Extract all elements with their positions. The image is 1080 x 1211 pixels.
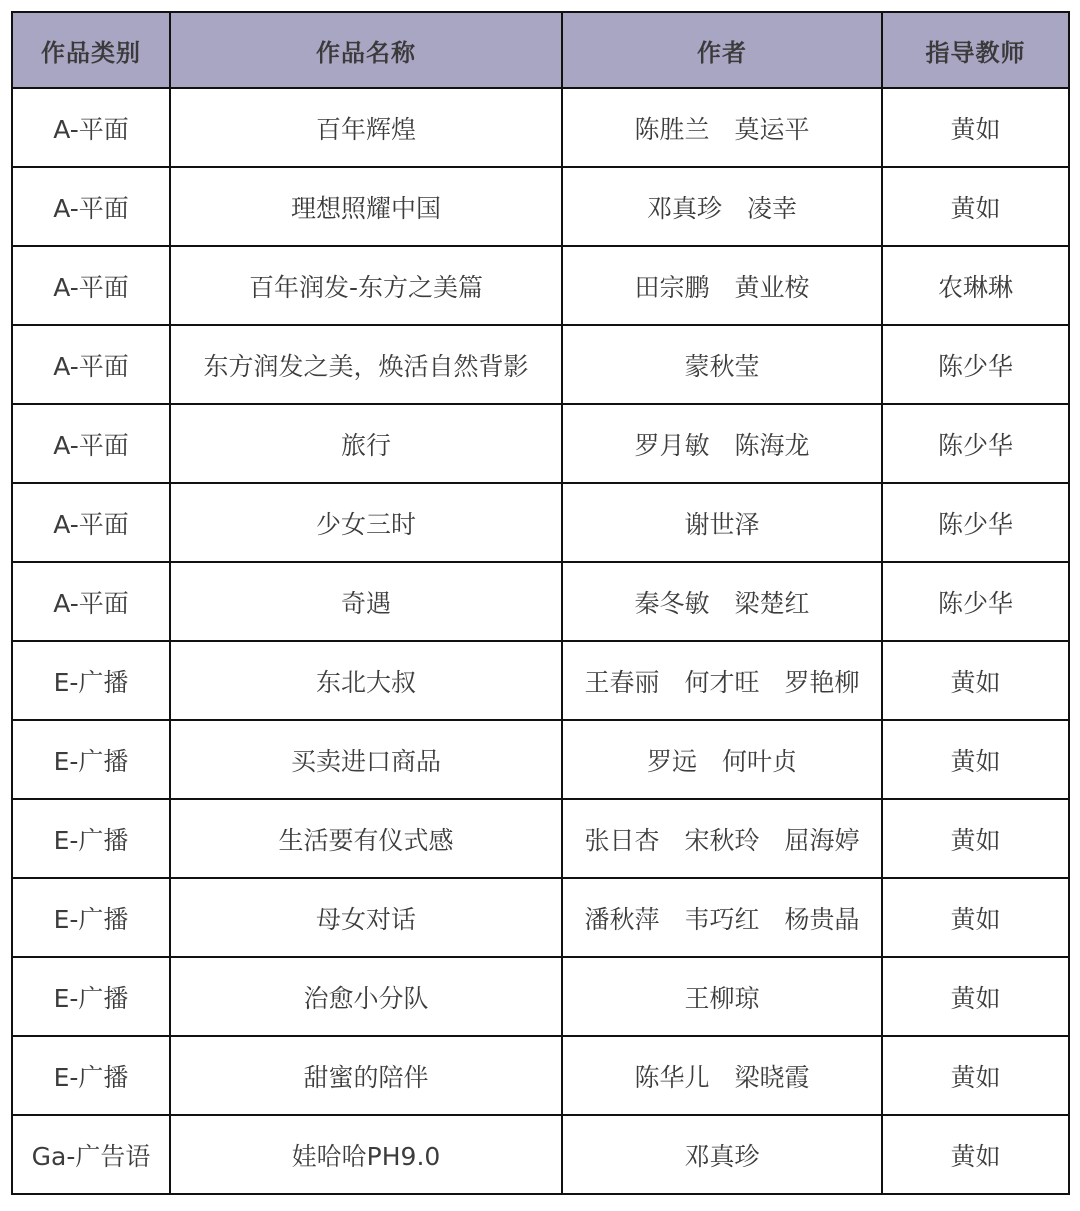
cell-author: 罗远 何叶贞 <box>562 720 882 799</box>
header-advisor: 指导教师 <box>882 12 1069 88</box>
cell-work-title: 生活要有仪式感 <box>170 799 562 878</box>
cell-work-title: 奇遇 <box>170 562 562 641</box>
cell-work-title: 旅行 <box>170 404 562 483</box>
cell-work-title: 东方润发之美，焕活自然背影 <box>170 325 562 404</box>
cell-work-title: 百年润发-东方之美篇 <box>170 246 562 325</box>
header-category: 作品类别 <box>12 12 170 88</box>
header-author: 作者 <box>562 12 882 88</box>
cell-advisor: 陈少华 <box>882 404 1069 483</box>
award-table <box>11 11 1070 1195</box>
cell-advisor: 黄如 <box>882 957 1069 1036</box>
table-row <box>12 325 1069 404</box>
cell-author: 陈胜兰 莫运平 <box>562 88 882 167</box>
cell-author: 秦冬敏 梁楚红 <box>562 562 882 641</box>
cell-work-title: 母女对话 <box>170 878 562 957</box>
cell-advisor: 黄如 <box>882 720 1069 799</box>
cell-advisor: 黄如 <box>882 641 1069 720</box>
table-row <box>12 88 1069 167</box>
cell-author: 田宗鹏 黄业桉 <box>562 246 882 325</box>
cell-advisor: 陈少华 <box>882 562 1069 641</box>
table-row <box>12 167 1069 246</box>
cell-advisor: 黄如 <box>882 878 1069 957</box>
cell-category: A-平面 <box>12 483 170 562</box>
table-row <box>12 562 1069 641</box>
cell-category: E-广播 <box>12 641 170 720</box>
table-row <box>12 720 1069 799</box>
cell-author: 王柳琼 <box>562 957 882 1036</box>
table-row <box>12 799 1069 878</box>
cell-advisor: 黄如 <box>882 88 1069 167</box>
table-row <box>12 878 1069 957</box>
cell-author: 邓真珍 凌幸 <box>562 167 882 246</box>
cell-author: 邓真珍 <box>562 1115 882 1194</box>
table-row <box>12 1036 1069 1115</box>
table-row <box>12 246 1069 325</box>
cell-advisor: 陈少华 <box>882 325 1069 404</box>
table-header-row <box>12 12 1069 88</box>
cell-category: A-平面 <box>12 404 170 483</box>
cell-category: A-平面 <box>12 246 170 325</box>
cell-category: A-平面 <box>12 88 170 167</box>
cell-category: E-广播 <box>12 878 170 957</box>
cell-work-title: 娃哈哈PH9.0 <box>170 1115 562 1194</box>
cell-work-title: 治愈小分队 <box>170 957 562 1036</box>
cell-author: 陈华儿 梁晓霞 <box>562 1036 882 1115</box>
cell-category: Ga-广告语 <box>12 1115 170 1194</box>
cell-category: A-平面 <box>12 325 170 404</box>
cell-work-title: 东北大叔 <box>170 641 562 720</box>
cell-category: A-平面 <box>12 167 170 246</box>
cell-advisor: 黄如 <box>882 1115 1069 1194</box>
cell-author: 王春丽 何才旺 罗艳柳 <box>562 641 882 720</box>
cell-author: 罗月敏 陈海龙 <box>562 404 882 483</box>
cell-author: 蒙秋莹 <box>562 325 882 404</box>
cell-advisor: 黄如 <box>882 1036 1069 1115</box>
cell-work-title: 少女三时 <box>170 483 562 562</box>
cell-category: A-平面 <box>12 562 170 641</box>
cell-work-title: 理想照耀中国 <box>170 167 562 246</box>
cell-work-title: 买卖进口商品 <box>170 720 562 799</box>
table-row <box>12 404 1069 483</box>
cell-category: E-广播 <box>12 799 170 878</box>
header-work-title: 作品名称 <box>170 12 562 88</box>
cell-advisor: 农琳琳 <box>882 246 1069 325</box>
cell-work-title: 百年辉煌 <box>170 88 562 167</box>
table-row <box>12 641 1069 720</box>
cell-advisor: 陈少华 <box>882 483 1069 562</box>
table-row <box>12 957 1069 1036</box>
cell-advisor: 黄如 <box>882 799 1069 878</box>
table-row <box>12 483 1069 562</box>
award-table-container <box>11 11 1068 1195</box>
cell-category: E-广播 <box>12 957 170 1036</box>
cell-author: 谢世泽 <box>562 483 882 562</box>
cell-advisor: 黄如 <box>882 167 1069 246</box>
cell-author: 潘秋萍 韦巧红 杨贵晶 <box>562 878 882 957</box>
cell-category: E-广播 <box>12 1036 170 1115</box>
cell-author: 张日杏 宋秋玲 屈海婷 <box>562 799 882 878</box>
cell-category: E-广播 <box>12 720 170 799</box>
table-row <box>12 1115 1069 1194</box>
cell-work-title: 甜蜜的陪伴 <box>170 1036 562 1115</box>
